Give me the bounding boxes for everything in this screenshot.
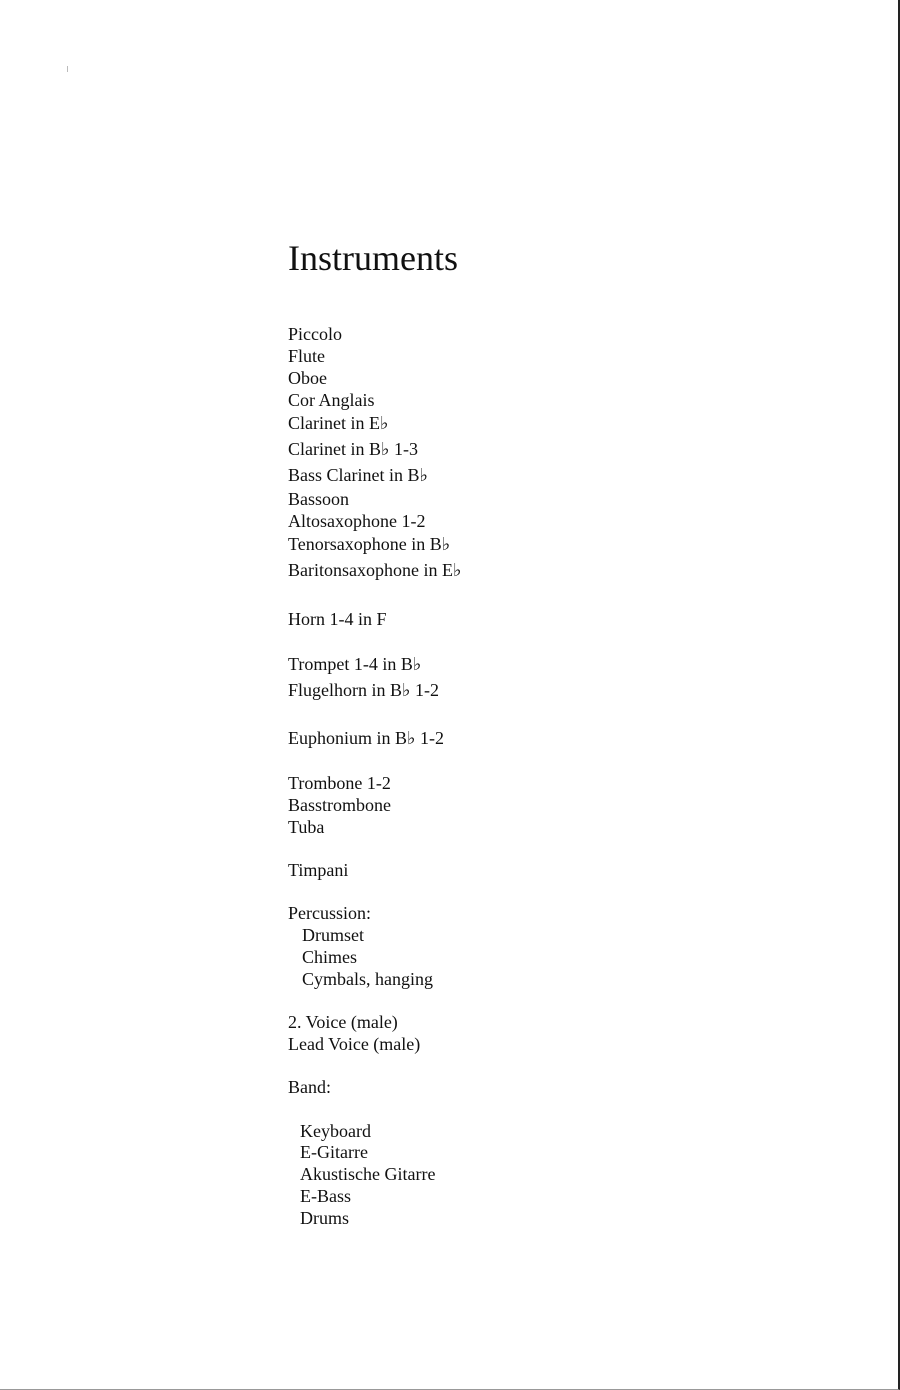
band-heading: Band: bbox=[288, 1077, 331, 1097]
voice-lead: Lead Voice (male) bbox=[288, 1034, 421, 1054]
instrument-baritonsaxophone: Baritonsaxophone in E♭ bbox=[288, 560, 462, 580]
instrument-bassoon: Bassoon bbox=[288, 489, 350, 509]
instrument-clarinet-bb: Clarinet in B♭ 1-3 bbox=[288, 439, 418, 459]
instrument-timpani: Timpani bbox=[288, 860, 349, 880]
voice-second: 2. Voice (male) bbox=[288, 1012, 398, 1032]
band-akustische-gitarre: Akustische Gitarre bbox=[300, 1164, 436, 1184]
instrument-horn: Horn 1-4 in F bbox=[288, 609, 387, 629]
percussion-heading: Percussion: bbox=[288, 903, 371, 923]
instrument-basstrombone: Basstrombone bbox=[288, 795, 391, 815]
band-keyboard: Keyboard bbox=[300, 1121, 371, 1141]
instrument-euphonium: Euphonium in B♭ 1-2 bbox=[288, 728, 444, 748]
band-drums: Drums bbox=[300, 1208, 349, 1228]
band-e-gitarre: E-Gitarre bbox=[300, 1142, 368, 1162]
instrument-tenorsaxophone: Tenorsaxophone in B♭ bbox=[288, 534, 451, 554]
page-corner-mark bbox=[67, 66, 68, 72]
percussion-chimes: Chimes bbox=[302, 947, 358, 967]
instrument-flugelhorn: Flugelhorn in B♭ 1-2 bbox=[288, 680, 439, 700]
instrument-piccolo: Piccolo bbox=[288, 324, 342, 344]
page-title: Instruments bbox=[288, 238, 458, 278]
instrument-trombone: Trombone 1-2 bbox=[288, 773, 391, 793]
instrument-flute: Flute bbox=[288, 346, 326, 366]
instrument-tuba: Tuba bbox=[288, 817, 325, 837]
instrument-trompet: Trompet 1-4 in B♭ bbox=[288, 654, 422, 674]
instrument-oboe: Oboe bbox=[288, 368, 327, 388]
percussion-cymbals: Cymbals, hanging bbox=[302, 969, 433, 989]
instrument-altosaxophone: Altosaxophone 1-2 bbox=[288, 511, 426, 531]
percussion-drumset: Drumset bbox=[302, 925, 364, 945]
instrument-clarinet-eb: Clarinet in E♭ bbox=[288, 413, 389, 433]
band-e-bass: E-Bass bbox=[300, 1186, 351, 1206]
instrument-bass-clarinet: Bass Clarinet in B♭ bbox=[288, 465, 428, 485]
instrument-cor-anglais: Cor Anglais bbox=[288, 390, 375, 410]
